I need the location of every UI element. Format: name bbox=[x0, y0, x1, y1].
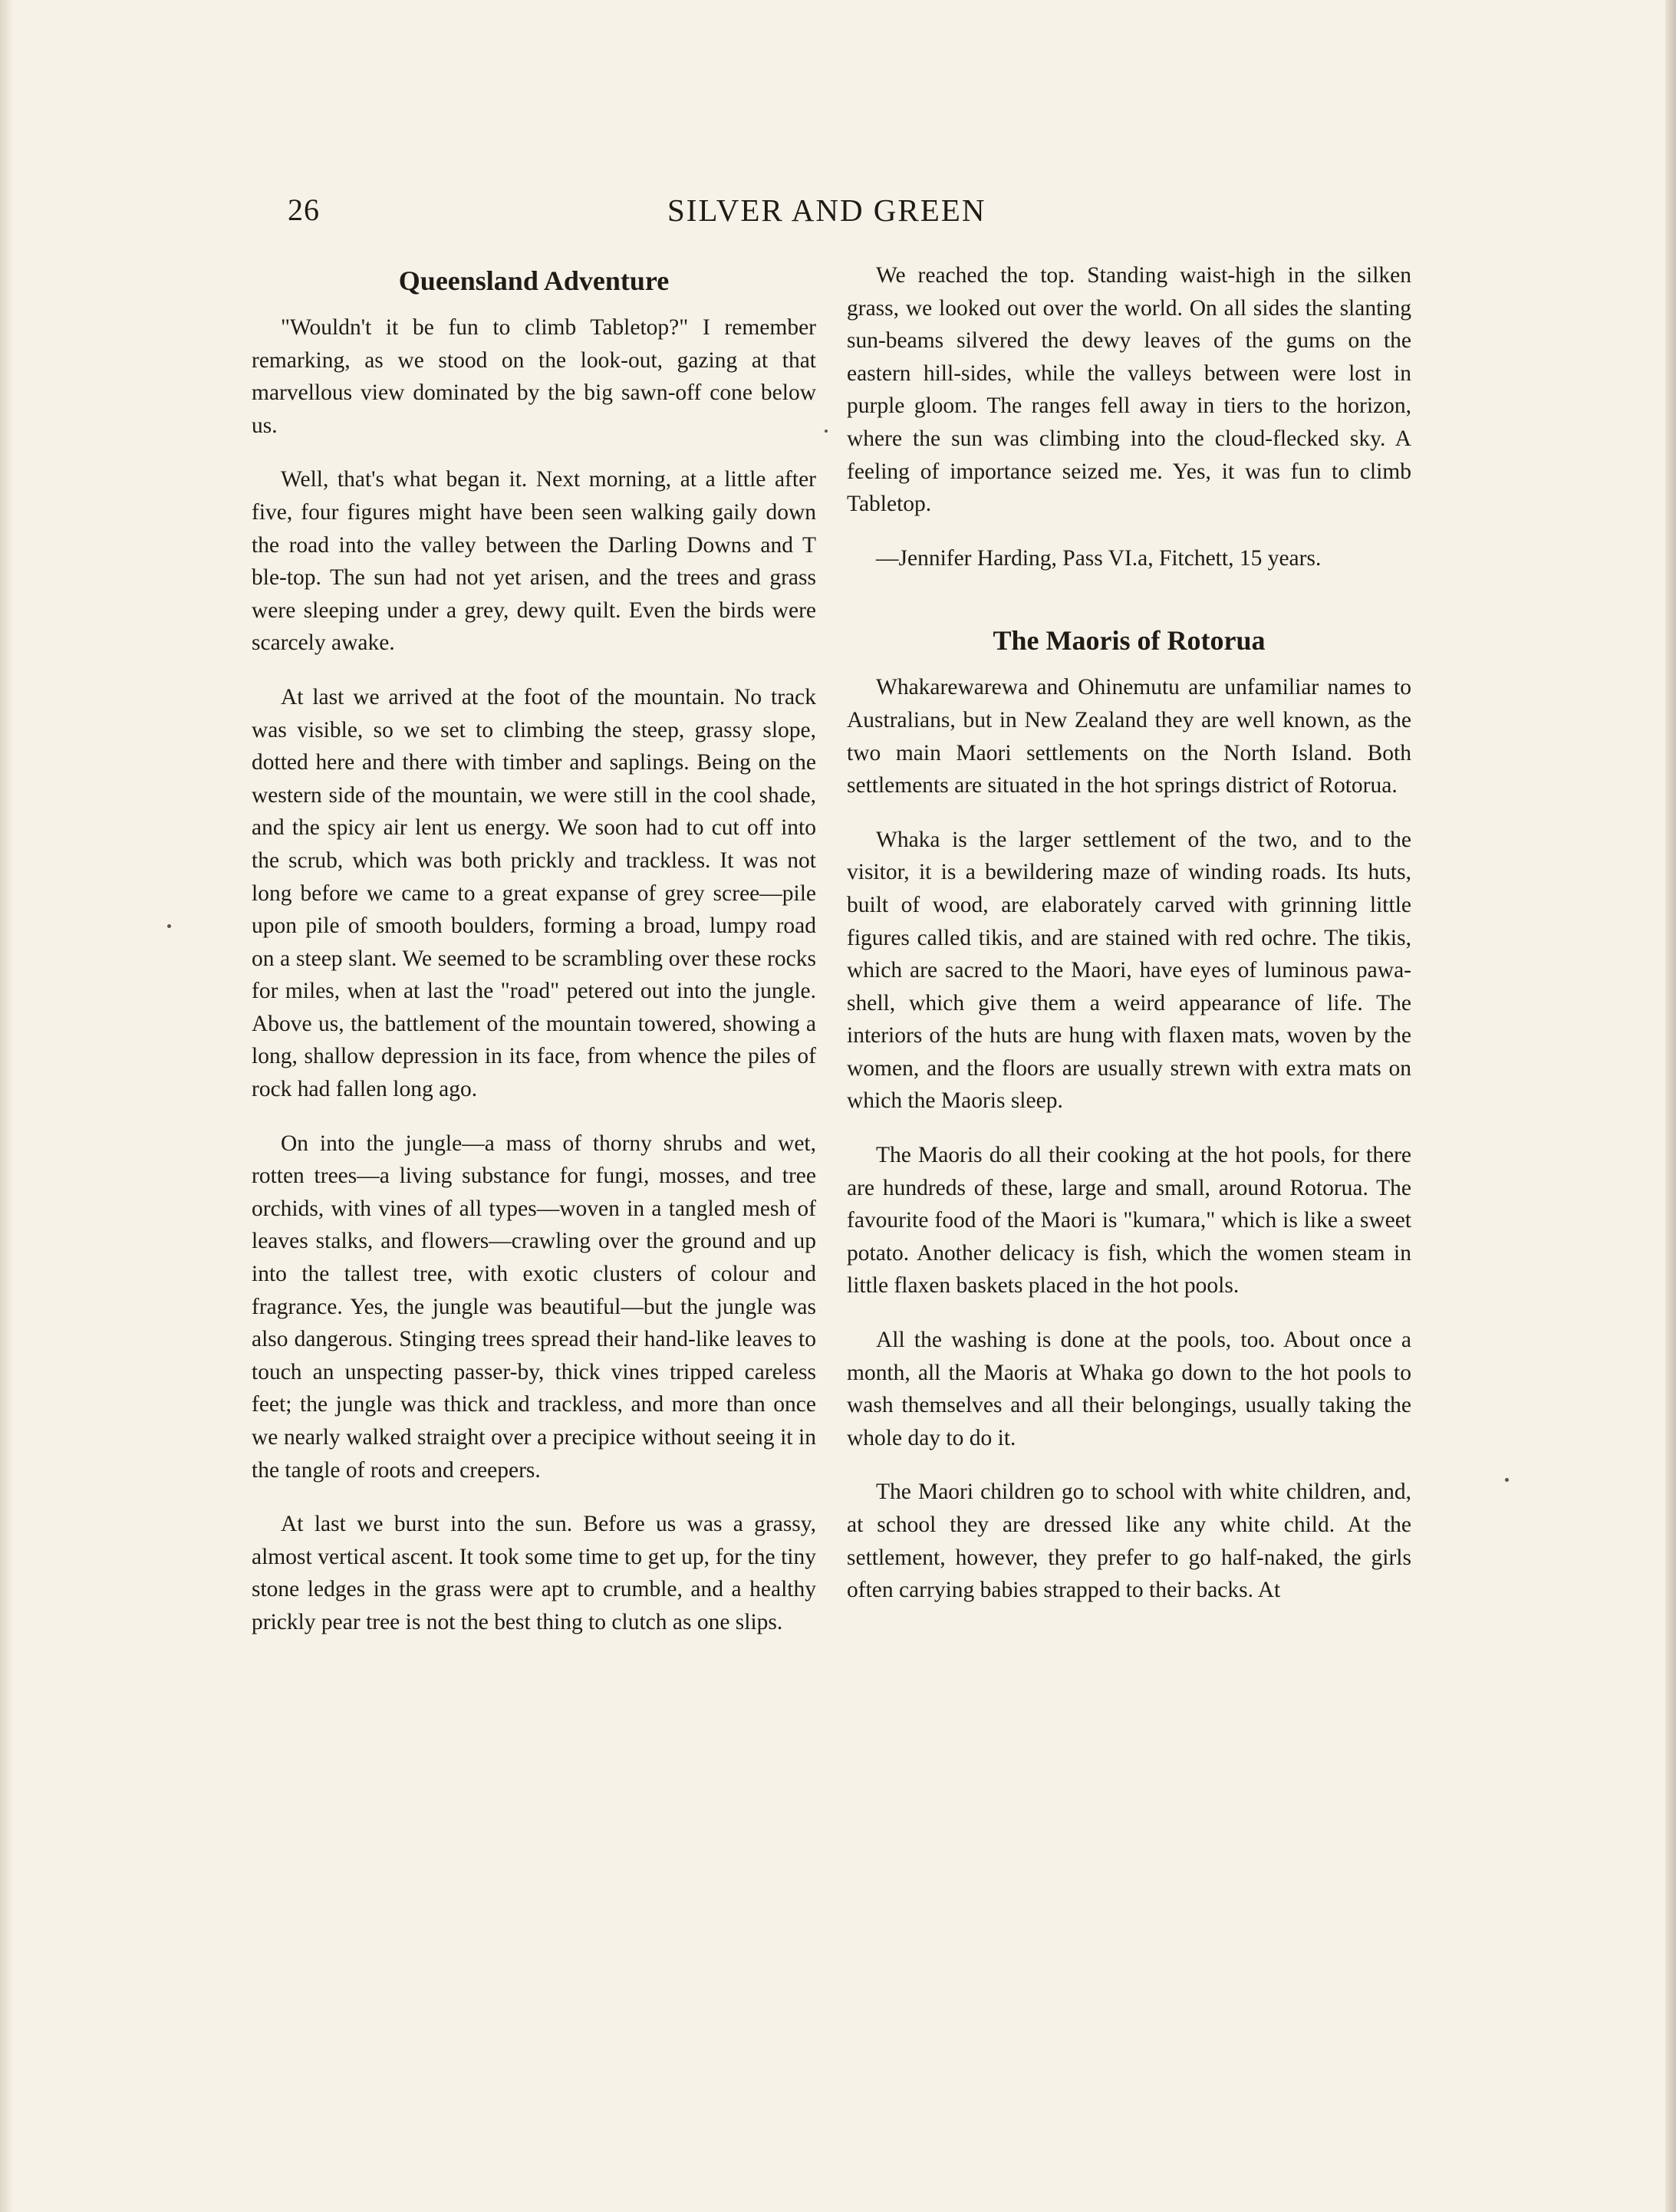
right-column bbox=[847, 259, 1411, 2023]
page-number: 26 bbox=[288, 193, 320, 227]
paragraph: All the washing is done at the pools, too. About once a month, all the Maoris at Whaka go down to the hot pools to wash themselves and all their belongings, usually taking the whole day to do it. bbox=[847, 1328, 1411, 1450]
article-title-maoris-of-rotorua: The Maoris of Rotorua bbox=[993, 625, 1266, 657]
left-column bbox=[252, 259, 816, 2023]
paragraph: Whakarewarewa and Ohinemutu are unfamiliar names to Australians, but in New Zealand they are well known, as the two main Maori settlements on the North Island. Both settlements are situated in the hot springs district of Rotorua. bbox=[847, 675, 1411, 798]
article-title-queensland-adventure: Queensland Adventure bbox=[398, 265, 670, 296]
paragraph: Well, that's what began it. Next morning, at a little after five, four figures might have been seen walking gaily down the road into the valley between the Darling Downs and T ble-top. The sun had not yet arisen, and the trees and grass were sleeping under a grey, dewy quilt. Even the birds were scarcely awake. bbox=[252, 467, 816, 656]
print-speck bbox=[167, 924, 171, 928]
author-byline: —Jennifer Harding, Pass VI.a, Fitchett, 15 years. bbox=[876, 545, 1322, 571]
paragraph: At last we arrived at the foot of the mountain. No track was visible, so we set to climbing the steep, grassy slope, dotted here and there with timber and saplings. Being on the western side of the mountain, we were still in the cool shade, and the spicy air lent us energy. We soon had to cut off into the scrub, which was both prickly and trackless. It was not long before we came to a great expanse of grey scree—pile upon pile of smooth boulders, forming a broad, lumpy road on a steep slant. We seemed to be scrambling over these rocks for miles, when at last the "road" petered out into the jungle. Above us, the battlement of the mountain towered, showing a long, shallow depression in its face, from whence the piles of rock had fallen long ago. bbox=[252, 684, 816, 1102]
paragraph: The Maori children go to school with white children, and, at school they are dressed like any white child. At the settlement, however, they prefer to go half-naked, the girls often carrying babies strapped to their backs. At bbox=[847, 1480, 1411, 1603]
journal-title: SILVER AND GREEN bbox=[667, 193, 986, 228]
page-right-edge bbox=[1665, 0, 1676, 2212]
paragraph: "Wouldn't it be fun to climb Tabletop?" I remember remarking, as we stood on the look-out, gazing at that marvellous view dominated by the big sawn-off cone below us. bbox=[252, 315, 816, 438]
paragraph: On into the jungle—a mass of thorny shrubs and wet, rotten trees—a living substance for fungi, mosses, and tree orchids, with vines of all types—woven in a tangled mesh of leaves stalks, and flowers—crawling over the ground and up into the tallest tree, with exotic clusters of colour and fragrance. Yes, the jungle was beautiful—but the jungle was also dangerous. Stinging trees spread their hand-like leaves to touch an unspecting passer-by, thick vines tripped careless feet; the jungle was thick and trackless, and more than once we nearly walked straight over a precipice without seeing it in the tangle of roots and creepers. bbox=[252, 1131, 816, 1483]
print-speck bbox=[1505, 1478, 1509, 1482]
paragraph: The Maoris do all their cooking at the hot pools, for there are hundreds of these, large and small, around Rotorua. The favourite food of the Maori is "kumara," which is like a sweet potato. Another delicacy is fish, which the women steam in little flaxen baskets placed in the hot pools. bbox=[847, 1143, 1411, 1299]
paragraph: We reached the top. Standing waist-high in the silken grass, we looked out over the world. On all sides the slanting sun-beams silvered the dewy leaves of the gums on the eastern hill-sides, while the valleys between were lost in purple gloom. The ranges fell away in tiers to the horizon, where the sun was climbing into the cloud-flecked sky. A feeling of importance seized me. Yes, it was fun to climb Tabletop. bbox=[847, 263, 1411, 517]
paragraph: Whaka is the larger settlement of the two, and to the visitor, it is a bewildering maze of winding roads. Its huts, built of wood, are elaborately carved with grinning little figures called tikis, and are stained with red ochre. The tikis, which are sacred to the Maori, have eyes of luminous pawa-shell, which give them a weird appearance of life. The interiors of the huts are hung with flaxen mats, woven by the women, and the floors are usually strewn with extra mats on which the Maoris sleep. bbox=[847, 827, 1411, 1114]
running-head bbox=[288, 192, 1423, 238]
paragraph: At last we burst into the sun. Before us was a grassy, almost vertical ascent. It took some time to get up, for the tiny stone ledges in the grass were apt to crumble, and a healthy prickly pear tree is not the best thing to clutch as one slips. bbox=[252, 1512, 816, 1634]
page-left-edge bbox=[0, 0, 14, 2212]
print-speck bbox=[825, 430, 828, 433]
